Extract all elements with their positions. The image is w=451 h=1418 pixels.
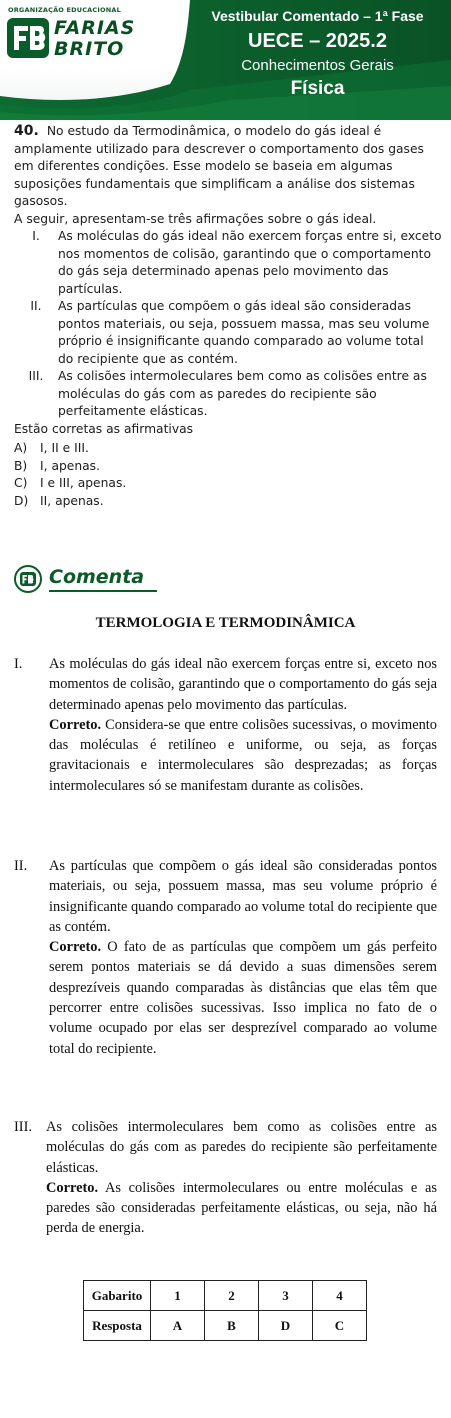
statement-item [14,228,442,298]
option-letter: B) [14,458,28,473]
statement-item [14,368,442,421]
statement-numeral: II. [30,299,42,313]
question-lead: A seguir, apresentam-se três afirmações sobre o gás ideal. [14,211,377,226]
option-text: I, apenas. [40,458,100,473]
answer-key-answer: A [151,1311,205,1341]
answer-key-label: Gabarito [84,1281,151,1311]
question-intro [14,123,442,211]
exam-area: Conhecimentos Gerais [241,57,394,74]
page-header [0,0,451,120]
statement-item [14,298,442,368]
commentary-statement: As colisões intermoleculares bem como as colisões entre as moléculas do gás com as paredes do recipiente são perfeitamente elásticas. [46,1119,437,1176]
explanation-text: O fato de as partículas que compõem um gás perfeito serem pontos materiais se dá devido a suas dimensões serem desprezíveis quando comparadas às distâncias que elas têm que percorrer entre colisões sucessivas. Isso implica no fato de o volume ocupado por elas ser desprezível comparado ao volume total do recipiente. [49,939,437,1057]
answer-key-number: 2 [205,1281,259,1311]
logo-word-farias: FARIAS [54,17,136,39]
answer-option [14,493,442,511]
statement-numeral: III. [28,369,44,383]
option-letter: D) [14,493,29,508]
commentary-row [14,1117,437,1239]
explanation-text: Considera-se que entre colisões sucessivas, o movimento das moléculas é retilíneo e uniforme, ou seja, as forças gravitacionais e intermoleculares são desprezadas; as forças intermoleculares só se manifestam durante as colisões. [49,716,437,794]
commentary-numeral: I. [14,656,23,672]
option-text: I e III, apenas. [40,476,127,490]
commentary-row [14,654,437,796]
answer-key-header-row [84,1281,367,1311]
option-text: II, apenas. [40,493,104,508]
answer-option [14,475,442,493]
commentary-item [14,654,437,796]
question-intro-text: No estudo da Termodinâmica, o modelo do gás ideal é amplamente utilizado para descrever o comportamento dos gases em diferentes condições. Esse modelo se baseia em algumas suposições fundamentais que simplificam a análise dos sistemas gasosos. [14,124,424,208]
answer-key-answer: D [259,1311,313,1341]
statement-numeral: I. [32,229,40,243]
exam-edition: UECE – 2025.2 [248,30,387,52]
comenta-underline [49,590,157,592]
commentary-solution [49,715,437,796]
logo-org-label: ORGANIZAÇÃO EDUCACIONAL [8,6,121,14]
comenta-heading [14,565,164,595]
logo-word-brito: BRITO [54,38,125,60]
answer-key-number: 4 [313,1281,367,1311]
answer-key-answer: C [313,1311,367,1341]
option-letter: C) [14,476,28,490]
exam-subject: Física [290,78,345,99]
question-block [14,123,442,510]
question-prompt: Estão corretas as afirmativas [14,421,194,436]
commentary-solution [49,937,437,1059]
statement-text: As partículas que compõem o gás ideal são consideradas pontos materiais, ou seja, possuem massa, mas seu volume próprio é insignificante quando comparado ao volume total do recipiente que as contém. [58,299,430,366]
commentary-statement: As moléculas do gás ideal não exercem forças entre si, exceto nos momentos de colisão, garantindo que o comportamento do gás seja determinado apenas pelo movimento das partículas. [49,656,437,713]
commentary-statement: As partículas que compõem o gás ideal são consideradas pontos materiais, ou seja, possuem massa, mas seu volume próprio é insignificante quando comparado ao volume total do recipiente que as contém. [49,858,437,935]
answer-row-label: Resposta [84,1311,151,1341]
commentary-body [46,1117,437,1239]
option-letter: A) [14,441,28,455]
statement-text: As colisões intermoleculares bem como as colisões entre as moléculas do gás com as paredes do recipiente são perfeitamente elásticas. [58,369,427,418]
comenta-label: Comenta [49,566,145,588]
commentary-item [14,856,437,1059]
verdict-label: Correto. [46,1179,99,1196]
fb-badge-icon [14,565,42,593]
commentary-body [49,654,437,796]
commentary-item [14,1117,437,1239]
answer-key-answer-row [84,1311,367,1341]
explanation-text: As colisões intermoleculares ou entre moléculas e as paredes são consideradas perfeitamente elásticas, ou seja, não há perda de energia. [46,1179,437,1237]
commentary-numeral: III. [14,1119,32,1135]
statement-text: As moléculas do gás ideal não exercem forças entre si, exceto nos momentos de colisão, garantindo que o comportamento do gás seja determinado apenas pelo movimento das partículas. [58,229,442,296]
answer-key-number: 1 [151,1281,205,1311]
question-number: 40. [14,123,39,139]
answer-options [14,440,442,510]
exam-title: Vestibular Comentado – 1ª Fase [211,8,424,24]
section-title: TERMOLOGIA E TERMODINÂMICA [95,615,356,631]
answer-option [14,440,442,458]
commentary-body [49,856,437,1059]
fb-logo-icon [6,16,50,60]
commentary-solution [46,1178,437,1239]
answer-key-answer: B [205,1311,259,1341]
answer-key-number: 3 [259,1281,313,1311]
verdict-label: Correto. [49,939,102,956]
answer-key-table [83,1280,367,1341]
option-text: I, II e III. [40,441,89,455]
statement-list [14,228,442,421]
commentary-numeral: II. [14,858,28,874]
commentary-row [14,856,437,1059]
answer-option [14,458,442,476]
verdict-label: Correto. [49,716,102,733]
farias-brito-logo [6,6,146,64]
